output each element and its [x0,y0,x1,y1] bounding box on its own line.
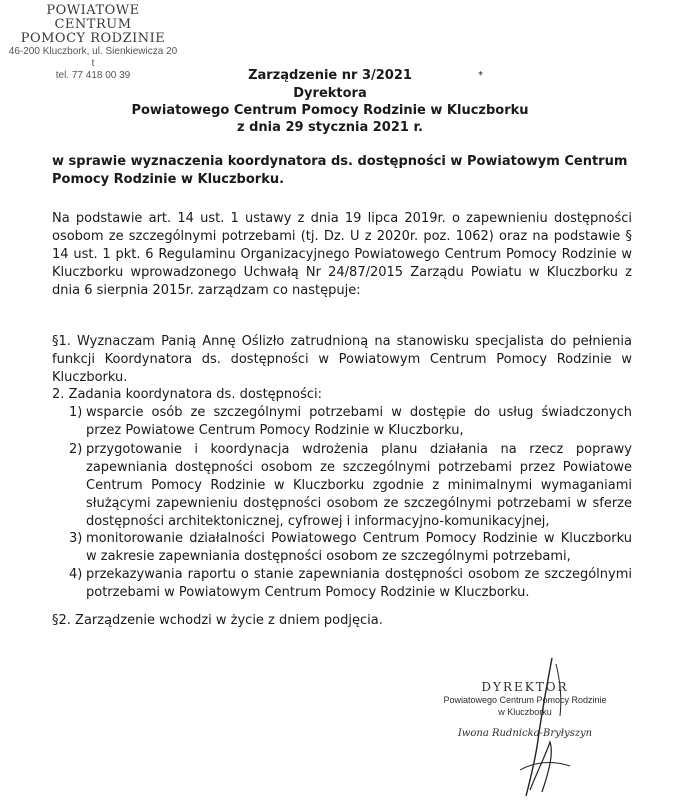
margin-mark: * [478,70,483,81]
order-date: z dnia 29 stycznia 2021 r. [237,120,423,135]
task-number: 2) [69,442,83,457]
task-text: przekazywania raportu o stanie zapewniania dostępności osobom ze szczególnymi potrzebami w Powiatowym Centrum Pomocy Rodzinie w Kluczborku. [86,567,632,600]
task-number: 4) [69,567,83,582]
task-text: wsparcie osób ze szczególnymi potrzebami w dostępie do usług świadczonych przez Powiatowe Centrum Pomocy Rodzinie w Kluczborku, [86,405,632,438]
task-text: monitorowanie działalności Powiatowego Centrum Pomocy Rodzinie w Kluczborku w zakresie zapewniania dostępności osobom ze szczególnymi potrzebami, [86,531,632,564]
task-item-2 [69,441,632,531]
section-2-paragraph: §2. Zarządzenie wchodzi w życie z dniem podjęcia. [52,613,383,628]
director-institution: Powiatowego Centrum Pomocy Rodzinie [443,695,607,705]
point-2-heading: 2. Zadania koordynatora ds. dostępności: [52,387,323,402]
order-institution: Powiatowego Centrum Pomocy Rodzinie w Kluczborku [131,103,529,118]
order-role: Dyrektora [293,86,367,101]
stamp-line-2: POMOCY RODZINIE [20,31,166,46]
task-item-4 [69,566,632,602]
stamp-line-1: POWIATOWE CENTRUM [46,3,140,32]
task-text: przygotowanie i koordynacja wdrożenia planu działania na rzecz poprawy zapewniania dostępności osobom ze szczególnymi potrzebami przez Powiatowe Centrum Pomocy Rodzinie w Kluczborku zgodnie z minimalnymi wymaganiami służącymi zapewnieniu dostępności osobom ze szczególnymi potrzebami w sferze dostępności architektonicznej, cyfrowej i informacyjno-komunikacyjnej, [86,442,632,529]
task-number: 3) [69,531,83,546]
director-city: w Kluczborku [498,707,552,717]
order-subject: w sprawie wyznaczenia koordynatora ds. dostępności w Powiatowym Centrum Pomocy Rodzinie w Kluczborku. [52,154,628,187]
task-number: 1) [69,405,83,420]
stamp-address: 46-200 Kluczbork, ul. Sienkiewicza 20 t [8,46,178,69]
director-title: DYREKTOR [481,680,569,694]
order-title: Zarządzenie nr 3/2021 [248,68,412,83]
section-1-paragraph: §1. Wyznaczam Panią Annę Oślizło zatrudnioną na stanowisku specjalista do pełnienia funkcji Koordynatora ds. dostępności w Powiatowym Centrum Pomocy Rodzinie w Kluczborku. [52,334,632,385]
task-item-1 [69,404,632,440]
legal-basis-paragraph: Na podstawie art. 14 ust. 1 ustawy z dnia 19 lipca 2019r. o zapewnieniu dostępności osobom ze szczególnymi potrzebami (tj. Dz. U z 2020r. poz. 1062) oraz na podstawie § 14 ust. 1 pkt. 6 Regulaminu Organizacyjnego Powiatowego Centrum Pomocy Rodzinie w Kluczborku wprowadzonego Uchwałą Nr 24/87/2015 Zarządu Powiatu w Kluczborku z dnia 6 sierpnia 2015r. zarządzam co następuje: [52,211,632,298]
director-stamp [425,680,625,741]
stamp-phone: tel. 77 418 00 39 [55,70,131,81]
director-name: Iwona Rudnicka-Bryłyszyn [457,728,593,739]
task-item-3 [69,530,632,566]
